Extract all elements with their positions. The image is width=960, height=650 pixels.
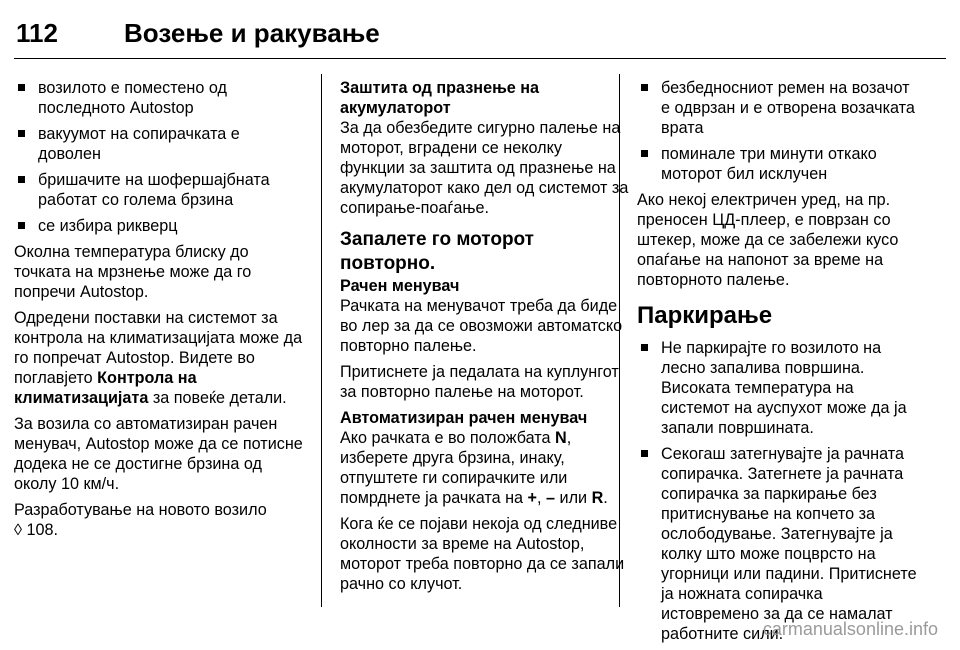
list-item: Секогаш затегнувајте ја рачната сопирачка. Затегнете ја рачната сопирачка за паркирање без притиснување на копчето за ослободување. Затегнувајте ја колку што може поцврсто на угорници или падини. Притиснете ја ножната сопирачка истовремено за да се намалат работните сили.: [637, 444, 922, 644]
watermark: carmanualsonline.info: [762, 619, 938, 639]
column-3: [637, 78, 922, 650]
column-2: [340, 78, 630, 600]
list-item: безбедносниот ремен на возачот е одврзан и е отворена возачката врата: [637, 78, 922, 138]
paragraph-running-in: Разработување на новото возило ◊ 108.: [14, 501, 267, 539]
list-item: поминале три минути откако моторот бил исклучен: [637, 144, 922, 184]
autostop-conditions-list: [14, 78, 304, 236]
paragraph-climate: Одредени поставки на системот за контрола на климатизацијата може да го попречат Autostop. Видете во поглавјето Контрола на климатизацијата за повеќе детали.: [14, 309, 303, 407]
column-divider-1: [321, 74, 322, 607]
gear-minus-symbol: –: [546, 489, 556, 507]
restart-conditions-list: [637, 78, 922, 184]
paragraph-battery-protection: За да обезбедите сигурно палење на моторот, вградени се неколку функции за заштита од празнење на акумулаторот како дел од системот за сопирање-поаѓање.: [340, 119, 629, 217]
climate-control-link[interactable]: Контрола на климатизацијата: [14, 369, 197, 407]
list-item: Не паркирајте го возилото на лесно запалива површина. Високата температура на системот на ауспухот може да ја запали површината.: [637, 338, 922, 438]
heading-battery-protection: Заштита од празнење на акумулаторот: [340, 79, 540, 117]
gear-n-symbol: N: [555, 429, 567, 447]
column-1: [14, 78, 304, 546]
page-number: 112: [16, 18, 58, 48]
list-item: бришачите на шофершајбната работат со голема брзина: [14, 170, 304, 210]
list-item: вакуумот на сопирачката е доволен: [14, 124, 304, 164]
heading-automated-manual: Автоматизиран рачен менувач: [340, 409, 588, 427]
page-reference[interactable]: 108.: [22, 521, 59, 539]
paragraph-automated: Ако рачката е во положбата N, изберете друга брзина, инаку, отпуштете ги сопирачките или помрднете ја рачката на +, – или R.: [340, 429, 608, 507]
header-rule: [14, 58, 946, 59]
paragraph-automated-gearbox: За возила со автоматизиран рачен менувач, Autostop може да се потисне додека не се достигне брзина од околу 10 км/ч.: [14, 415, 303, 493]
page-title: Возење и ракување: [124, 18, 380, 48]
heading-restart-engine: Запалете го моторот повторно.: [340, 229, 534, 274]
gear-r-symbol: R: [591, 489, 604, 507]
paragraph-manual-2: Притиснете ја педалата на куплунгот за повторно палење на моторот.: [340, 363, 619, 401]
heading-parking: Паркирање: [637, 302, 773, 329]
page-reference-icon: ◊: [14, 521, 22, 539]
paragraph-temperature: Околна температура блиску до точката на мрзнење може да го попречи Autostop.: [14, 243, 252, 301]
paragraph-manual-1: Рачката на менувачот треба да биде во лер за да се овозможи автоматско повторно палење.: [340, 297, 623, 355]
list-item: возилото е поместено од последното Autostop: [14, 78, 304, 118]
gear-plus-symbol: +: [527, 489, 538, 507]
paragraph-voltage-drop: Ако некој електричен уред, на пр. преносен ЦД-плеер, е поврзан со штекер, може да се забележи кусо опаѓање на напонот за време на повторното палење.: [637, 191, 899, 289]
list-item: се избира рикверц: [14, 216, 304, 236]
paragraph-manual-restart: Кога ќе се појави некоја од следниве околности за време на Autostop, моторот треба повторно да се запали рачно со клучот.: [340, 515, 625, 593]
heading-manual-gearbox: Рачен менувач: [340, 277, 460, 295]
parking-list: [637, 338, 922, 644]
